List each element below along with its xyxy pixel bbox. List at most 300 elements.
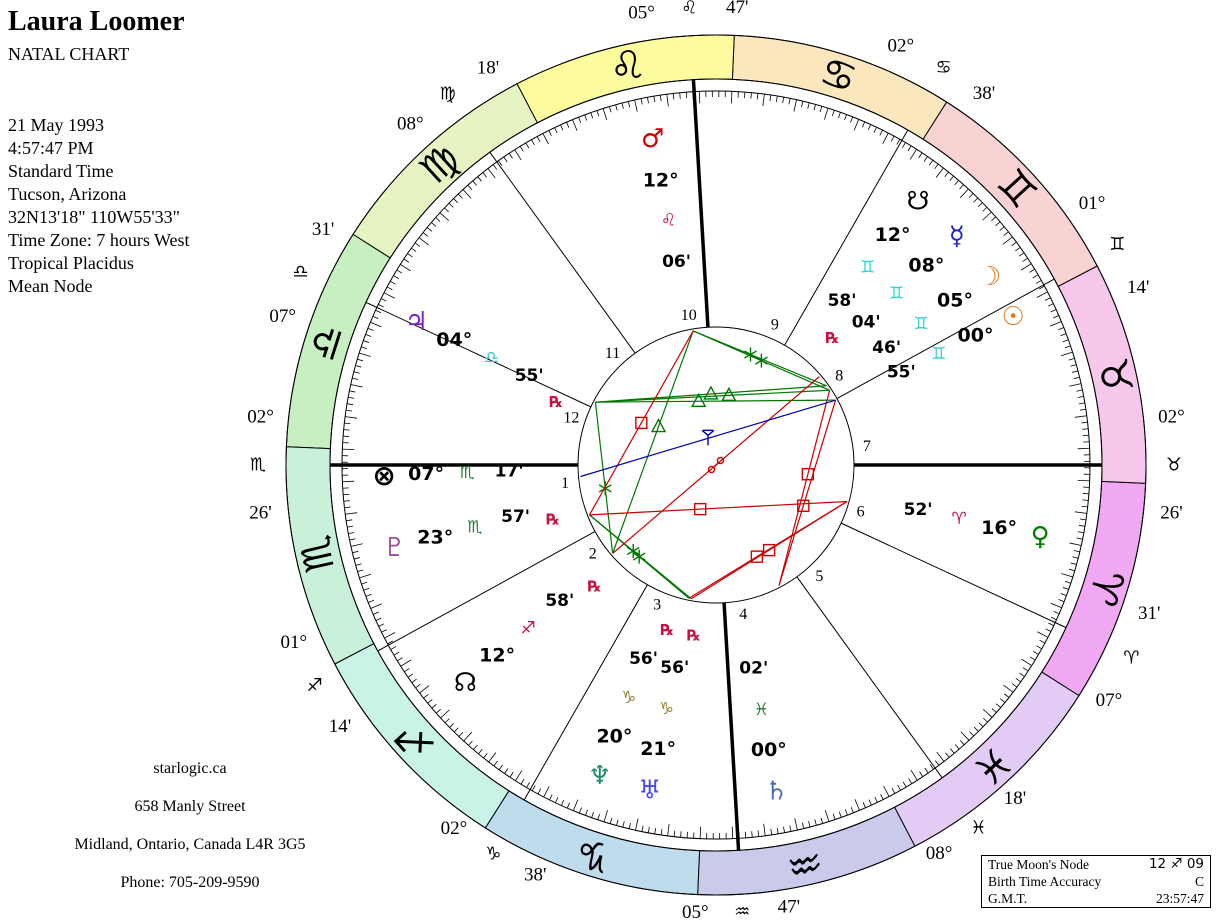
degree-tick — [478, 177, 482, 182]
degree-tick — [423, 233, 428, 237]
scorpio-sign-icon: ♏ — [291, 531, 345, 577]
house-number-12: 12 — [563, 409, 580, 427]
degree-tick — [1080, 519, 1086, 520]
degree-tick — [391, 647, 396, 650]
sun-icon: ☉ — [1001, 301, 1025, 332]
degree-tick — [454, 728, 458, 732]
cusp-9-minute: 38' — [972, 83, 996, 105]
north-node-icon: ☊ — [453, 667, 477, 698]
degree-tick — [419, 238, 429, 245]
contact-phone: Phone: 705-209-9590 — [120, 874, 260, 891]
degree-tick — [1033, 651, 1038, 654]
degree-tick — [869, 800, 871, 805]
degree-tick — [891, 136, 894, 141]
degree-tick — [538, 789, 541, 794]
degree-tick — [346, 520, 352, 521]
degree-tick — [342, 449, 354, 450]
degree-tick — [808, 103, 809, 109]
degree-tick — [875, 797, 878, 802]
degree-tick — [983, 207, 987, 211]
degree-tick — [404, 259, 409, 262]
degree-tick — [680, 93, 681, 99]
degree-tick — [450, 723, 454, 727]
cusp-3-sign-icon: ♑ — [485, 843, 502, 865]
degree-tick — [825, 810, 829, 821]
degree-tick — [1003, 237, 1013, 244]
degree-tick — [898, 785, 901, 790]
moon-minute: 46' — [872, 337, 902, 358]
degree-tick — [960, 189, 968, 198]
degree-tick — [1045, 298, 1050, 301]
degree-tick — [880, 130, 883, 135]
degree-tick — [1063, 587, 1069, 589]
degree-tick — [1019, 253, 1024, 256]
degree-tick — [1021, 264, 1031, 270]
degree-tick — [352, 378, 358, 379]
birth-place: Tucson, Arizona — [8, 184, 127, 204]
degree-tick — [844, 115, 846, 121]
house-number-7: 7 — [862, 437, 871, 455]
mars-minute: 06' — [662, 251, 691, 272]
degree-tick — [996, 704, 1001, 708]
degree-tick — [919, 153, 922, 158]
house-number-5: 5 — [815, 567, 824, 585]
degree-tick — [1004, 694, 1009, 698]
degree-tick — [344, 423, 350, 424]
degree-tick — [1022, 659, 1032, 665]
saturn-icon: ♄ — [764, 776, 789, 807]
degree-tick — [1051, 617, 1056, 619]
degree-tick — [352, 551, 358, 552]
degree-tick — [344, 430, 350, 431]
cusp-4-degree: 05° — [681, 902, 709, 923]
degree-tick — [1079, 403, 1085, 404]
degree-tick — [515, 150, 521, 160]
house-number-11: 11 — [604, 345, 621, 363]
degree-tick — [1040, 640, 1045, 643]
degree-tick — [1074, 550, 1080, 551]
degree-tick — [929, 160, 932, 165]
degree-tick — [381, 630, 386, 633]
degree-tick — [1051, 310, 1056, 312]
degree-tick — [919, 772, 922, 777]
mercury-sign-icon: ♊ — [888, 283, 905, 304]
degree-tick — [833, 814, 835, 820]
degree-tick — [346, 410, 352, 411]
degree-tick — [344, 507, 350, 508]
north-node-degree: 12° — [479, 644, 516, 667]
saturn-minute: 02' — [739, 658, 769, 679]
degree-tick — [579, 117, 581, 123]
degree-tick — [400, 264, 410, 270]
fortune-minute: 17' — [494, 461, 524, 482]
jupiter-degree: 04° — [436, 329, 473, 352]
degree-tick — [991, 217, 995, 221]
degree-tick — [469, 741, 473, 745]
degree-tick — [969, 193, 973, 197]
degree-tick — [783, 97, 784, 103]
house-cusp-line-12 — [366, 302, 591, 406]
degree-tick — [802, 823, 803, 829]
mars-icon: ♂ — [640, 124, 665, 155]
degree-tick — [428, 699, 433, 703]
moon-sign-icon: ♊ — [913, 313, 929, 334]
degree-tick — [567, 803, 569, 809]
house-system: Tropical Placidus — [8, 253, 134, 273]
degree-tick — [531, 140, 534, 145]
degree-tick — [349, 391, 355, 392]
degree-tick — [342, 481, 354, 482]
degree-tick — [838, 112, 840, 118]
taurus-sign-icon: ♉ — [1087, 353, 1141, 399]
degree-tick — [510, 772, 513, 777]
degree-tick — [1061, 334, 1067, 336]
degree-tick — [1003, 685, 1013, 692]
degree-tick — [561, 125, 563, 130]
degree-tick — [1061, 352, 1072, 356]
degree-tick — [776, 96, 777, 102]
degree-tick — [945, 172, 949, 177]
degree-tick — [412, 679, 417, 682]
degree-tick — [597, 110, 599, 116]
degree-tick — [572, 120, 577, 131]
degree-tick — [1004, 232, 1009, 236]
degree-tick — [1051, 603, 1062, 608]
cusp-12-minute: 31' — [311, 219, 335, 241]
degree-tick — [566, 122, 568, 127]
degree-tick — [463, 190, 471, 199]
degree-tick — [978, 203, 982, 207]
degree-tick — [489, 752, 496, 762]
aspect-mercury-sextile-mars — [693, 331, 826, 386]
degree-tick — [350, 539, 356, 540]
south-node-minute: 58' — [827, 290, 857, 311]
degree-tick — [348, 532, 354, 533]
birth-coordinates: 32N13'18" 110W55'33" — [8, 207, 181, 227]
south-node-sign-icon: ♊ — [859, 257, 876, 278]
degree-tick — [368, 600, 374, 602]
degree-tick — [441, 710, 450, 718]
degree-tick — [824, 108, 828, 119]
mars-sign-icon: ♌ — [660, 210, 677, 231]
degree-tick — [370, 322, 381, 327]
degree-tick — [368, 328, 374, 330]
degree-tick — [431, 222, 436, 226]
degree-tick — [699, 91, 700, 103]
cusp-6-minute: 31' — [1138, 602, 1161, 624]
degree-tick — [1082, 506, 1088, 507]
degree-tick — [970, 732, 974, 736]
cusp-10-minute: 47' — [725, 0, 749, 18]
degree-tick — [1000, 699, 1005, 703]
degree-tick — [436, 218, 440, 222]
aquarius-sign-icon: ♒ — [782, 836, 828, 890]
degree-tick — [855, 799, 860, 810]
house-cusp-line-5 — [797, 577, 942, 778]
degree-tick — [883, 133, 889, 144]
cusp-5-minute: 18' — [1003, 788, 1027, 810]
cusp-12-degree: 07° — [269, 306, 297, 328]
sun-minute: 55' — [886, 362, 916, 383]
leo-sign-icon: ♌ — [604, 40, 650, 94]
house-number-1: 1 — [561, 475, 570, 493]
degree-tick — [354, 372, 360, 373]
degree-tick — [416, 684, 421, 688]
degree-tick — [401, 660, 411, 666]
moon-degree: 05° — [937, 289, 973, 312]
south-node-degree: 12° — [874, 223, 911, 246]
degree-tick — [390, 281, 395, 284]
degree-tick — [454, 199, 458, 203]
south-node-icon: ☋ — [906, 186, 930, 217]
neptune-sign-icon: ♑ — [621, 688, 637, 709]
degree-tick — [974, 198, 978, 202]
venus-degree: 16° — [981, 516, 1018, 539]
degree-tick — [1059, 599, 1065, 601]
pluto-minute: 57' — [501, 506, 531, 527]
degree-tick — [1020, 673, 1025, 676]
sagittarius-sign-icon: ♐ — [386, 712, 445, 770]
degree-tick — [521, 779, 524, 784]
degree-tick — [509, 153, 512, 158]
degree-tick — [635, 819, 638, 831]
degree-tick — [366, 594, 372, 596]
degree-tick — [376, 618, 381, 620]
cusp-9-sign-icon: ♋ — [935, 57, 952, 79]
house-number-6: 6 — [856, 503, 865, 521]
cusp-2-sign-icon: ♐ — [306, 675, 323, 697]
north-node-sign-icon: ♐ — [520, 618, 536, 639]
pluto-sign-icon: ♏ — [467, 517, 483, 538]
degree-tick — [854, 119, 859, 130]
degree-tick — [357, 359, 363, 361]
degree-tick — [520, 146, 523, 151]
cancer-sign-icon: ♋ — [814, 48, 863, 104]
cusp-1-minute: 26' — [249, 502, 272, 524]
degree-tick — [868, 124, 870, 129]
degree-tick — [473, 181, 477, 186]
fortune-sign-icon: ♏ — [459, 462, 475, 483]
cusp-7-minute: 26' — [1160, 502, 1183, 524]
sextile-aspect-icon — [599, 481, 611, 495]
cusp-5-sign-icon: ♓ — [970, 817, 987, 839]
degree-tick — [850, 117, 852, 123]
degree-tick — [464, 732, 472, 741]
degree-tick — [1080, 409, 1086, 410]
degree-tick — [770, 95, 771, 101]
degree-tick — [561, 800, 563, 805]
degree-tick — [359, 353, 370, 357]
moon-icon: ☽ — [977, 261, 1002, 292]
degree-tick — [996, 222, 1001, 226]
degree-tick — [424, 694, 429, 698]
aspect-sun-square-saturn — [779, 400, 836, 585]
birth-accuracy-value: C — [1194, 874, 1204, 889]
degree-tick — [458, 194, 462, 198]
gmt-value: 23:57:47 — [1155, 891, 1204, 906]
degree-tick — [1000, 227, 1005, 231]
degree-tick — [381, 299, 386, 302]
degree-tick — [1077, 390, 1083, 391]
degree-tick — [408, 674, 413, 677]
cusp-10-degree: 05° — [628, 2, 655, 24]
degree-tick — [585, 115, 587, 121]
gemini-sign-icon: ♊ — [987, 160, 1046, 218]
degree-tick — [1082, 429, 1088, 430]
degree-tick — [420, 686, 430, 693]
degree-tick — [862, 122, 864, 128]
degree-tick — [1061, 573, 1072, 577]
degree-tick — [371, 604, 382, 609]
degree-tick — [668, 824, 670, 836]
virgo-sign-icon: ♍ — [411, 135, 469, 194]
degree-tick — [667, 94, 669, 106]
degree-tick — [903, 782, 906, 787]
degree-tick — [1048, 623, 1053, 626]
degree-tick — [758, 831, 759, 837]
degree-tick — [960, 740, 964, 744]
degree-tick — [839, 812, 841, 818]
degree-tick — [397, 658, 402, 661]
pluto-retrograde-icon: ℞ — [546, 510, 560, 529]
degree-tick — [379, 624, 384, 627]
degree-tick — [789, 98, 790, 104]
degree-tick — [358, 570, 364, 572]
degree-tick — [345, 513, 357, 515]
degree-tick — [1082, 422, 1088, 423]
degree-tick — [1046, 629, 1051, 632]
degree-tick — [1079, 525, 1085, 526]
degree-tick — [351, 544, 363, 547]
cusp-11-degree: 08° — [397, 113, 424, 135]
degree-tick — [1065, 346, 1071, 348]
neptune-degree: 20° — [596, 725, 633, 748]
house-number-8: 8 — [835, 367, 844, 385]
degree-tick — [591, 113, 593, 119]
degree-tick — [821, 818, 823, 824]
time-zone: Time Zone: 7 hours West — [8, 230, 190, 250]
cusp-7-sign-icon: ♉ — [1165, 454, 1183, 476]
degree-tick — [555, 797, 558, 802]
cusp-6-sign-icon: ♈ — [1123, 647, 1140, 669]
degree-tick — [1050, 321, 1061, 326]
degree-tick — [897, 139, 900, 144]
pisces-sign-icon: ♓ — [963, 736, 1021, 795]
degree-tick — [415, 243, 420, 247]
cusp-6-degree: 07° — [1095, 689, 1123, 711]
degree-tick — [764, 824, 766, 836]
degree-tick — [757, 93, 758, 99]
degree-tick — [499, 765, 502, 770]
degree-tick — [814, 104, 816, 110]
degree-tick — [366, 334, 372, 336]
degree-tick — [1071, 563, 1077, 565]
jupiter-retrograde-icon: ℞ — [549, 392, 563, 411]
degree-tick — [790, 826, 791, 832]
degree-tick — [616, 105, 618, 111]
trine-aspect-icon — [704, 387, 717, 399]
degree-tick — [375, 310, 380, 312]
degree-tick — [411, 248, 416, 251]
uranus-icon: ♅ — [638, 775, 662, 806]
degree-tick — [660, 95, 661, 101]
gmt-label: G.M.T. — [988, 891, 1028, 906]
degree-tick — [945, 753, 949, 758]
degree-tick — [1078, 480, 1090, 481]
degree-tick — [493, 165, 497, 170]
degree-tick — [910, 149, 916, 159]
degree-tick — [863, 802, 865, 807]
degree-tick — [1061, 593, 1067, 595]
birth-date: 21 May 1993 — [8, 115, 104, 135]
cusp-3-degree: 02° — [440, 817, 468, 839]
degree-tick — [911, 770, 917, 780]
degree-tick — [925, 768, 928, 773]
degree-tick — [983, 709, 992, 717]
cusp-11-minute: 18' — [476, 57, 500, 79]
degree-tick — [483, 173, 487, 178]
neptune-icon: ♆ — [588, 760, 612, 791]
degree-tick — [783, 827, 784, 833]
degree-tick — [1023, 258, 1028, 261]
degree-tick — [373, 316, 379, 318]
sun-sign-icon: ♊ — [931, 343, 947, 364]
venus-sign-icon: ♈ — [951, 508, 967, 529]
degree-tick — [655, 828, 656, 834]
degree-tick — [1030, 657, 1035, 660]
degree-tick — [444, 208, 448, 212]
degree-tick — [573, 800, 578, 811]
degree-tick — [642, 826, 643, 832]
degree-tick — [992, 709, 996, 713]
degree-tick — [751, 93, 752, 99]
degree-tick — [635, 100, 638, 112]
degree-tick — [1037, 646, 1042, 649]
aspect-mars-trine-north-node — [613, 331, 694, 553]
degree-tick — [432, 704, 437, 708]
degree-tick — [364, 588, 370, 590]
degree-tick — [347, 526, 353, 527]
degree-tick — [874, 127, 877, 132]
degree-tick — [961, 732, 969, 741]
degree-tick — [1069, 569, 1075, 571]
degree-tick — [1053, 315, 1058, 317]
degree-tick — [983, 212, 992, 220]
uranus-retrograde-icon: ℞ — [686, 626, 701, 645]
degree-tick — [1033, 275, 1038, 278]
degree-tick — [1030, 269, 1035, 272]
degree-tick — [1037, 292, 1048, 298]
degree-tick — [515, 771, 521, 781]
degree-tick — [832, 110, 834, 116]
libra-sign-icon: ♎ — [299, 318, 355, 367]
capricorn-sign-icon: ♑ — [569, 826, 618, 882]
degree-tick — [356, 564, 362, 566]
degree-tick — [1075, 512, 1087, 514]
degree-tick — [384, 293, 395, 299]
degree-tick — [592, 812, 594, 818]
degree-tick — [801, 101, 802, 107]
degree-tick — [537, 137, 540, 142]
degree-tick — [526, 143, 529, 148]
degree-tick — [394, 276, 399, 279]
mercury-minute: 04' — [851, 312, 881, 333]
degree-tick — [527, 782, 530, 787]
degree-tick — [404, 668, 409, 671]
degree-tick — [484, 753, 488, 758]
cusp-4-sign-icon: ♒ — [734, 901, 751, 923]
degree-tick — [1054, 611, 1060, 613]
